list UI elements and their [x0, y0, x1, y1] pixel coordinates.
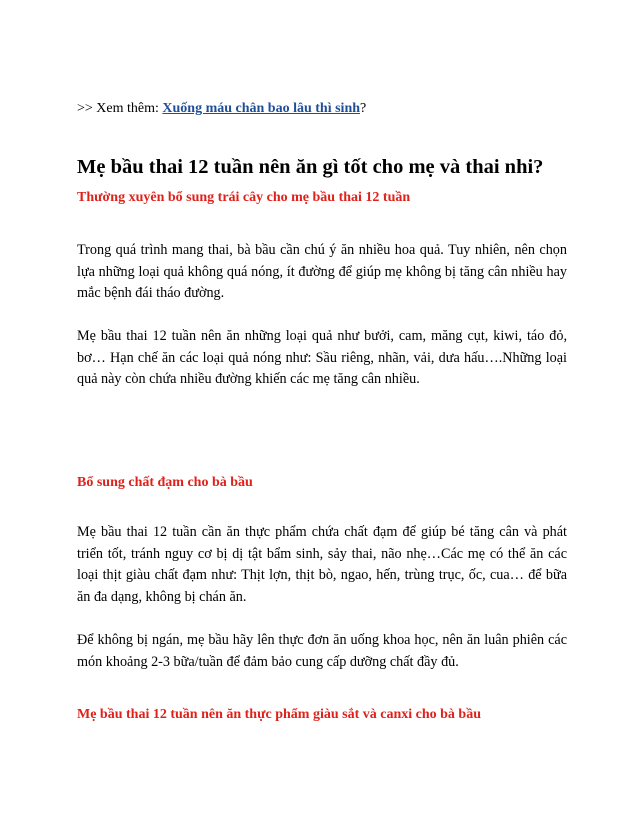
section-heading-fruit: Thường xuyên bổ sung trái cây cho mẹ bầu thai 12 tuần — [77, 190, 411, 205]
section-heading-protein: Bổ sung chất đạm cho bà bầu — [77, 475, 253, 490]
section-heading-iron-calcium: Mẹ bầu thai 12 tuần nên ăn thực phẩm giàu sắt và canxi cho bà bầu — [77, 707, 481, 722]
paragraph-fruit-intro: Trong quá trình mang thai, bà bầu cần chú ý ăn nhiều hoa quả. Tuy nhiên, nên chọn lựa những loại quả không quá nóng, ít đường để giúp mẹ không bị tăng cân nhiều hay mắc bệnh đái tháo đường. — [77, 242, 567, 301]
see-also-prefix: >> Xem thêm: — [77, 101, 163, 116]
see-also-link[interactable]: Xuống máu chân bao lâu thì sinh — [162, 101, 361, 116]
see-also-line — [77, 100, 567, 118]
paragraph-protein-intro: Mẹ bầu thai 12 tuần cần ăn thực phẩm chứa chất đạm để giúp bé tăng cân và phát triển tốt, tránh nguy cơ bị dị tật bẩm sinh, sảy thai, não nhẹ…Các mẹ có thể ăn các loại thịt giàu chất đạm như: Thịt lợn, thịt bò, ngao, hến, trùng trục, ốc, cua… để bữa ăn đa dạng, không bị chán ăn. — [77, 524, 567, 605]
paragraph-protein-menu: Để không bị ngán, mẹ bầu hãy lên thực đơn ăn uống khoa học, nên ăn luân phiên các món khoảng 2-3 bữa/tuần để đảm bảo cung cấp dưỡng chất đầy đủ. — [77, 632, 567, 670]
article-title: Mẹ bầu thai 12 tuần nên ăn gì tốt cho mẹ và thai nhi? — [77, 156, 544, 178]
see-also-suffix: ? — [360, 101, 367, 116]
paragraph-fruit-list: Mẹ bầu thai 12 tuần nên ăn những loại quả như bưởi, cam, măng cụt, kiwi, táo đỏ, bơ… Hạn chế ăn các loại quả nóng như: Sầu riêng, nhãn, vải, dưa hấu….Những loại quả này còn chứa nhiều đường khiến các mẹ tăng cân nhiều. — [77, 328, 567, 387]
